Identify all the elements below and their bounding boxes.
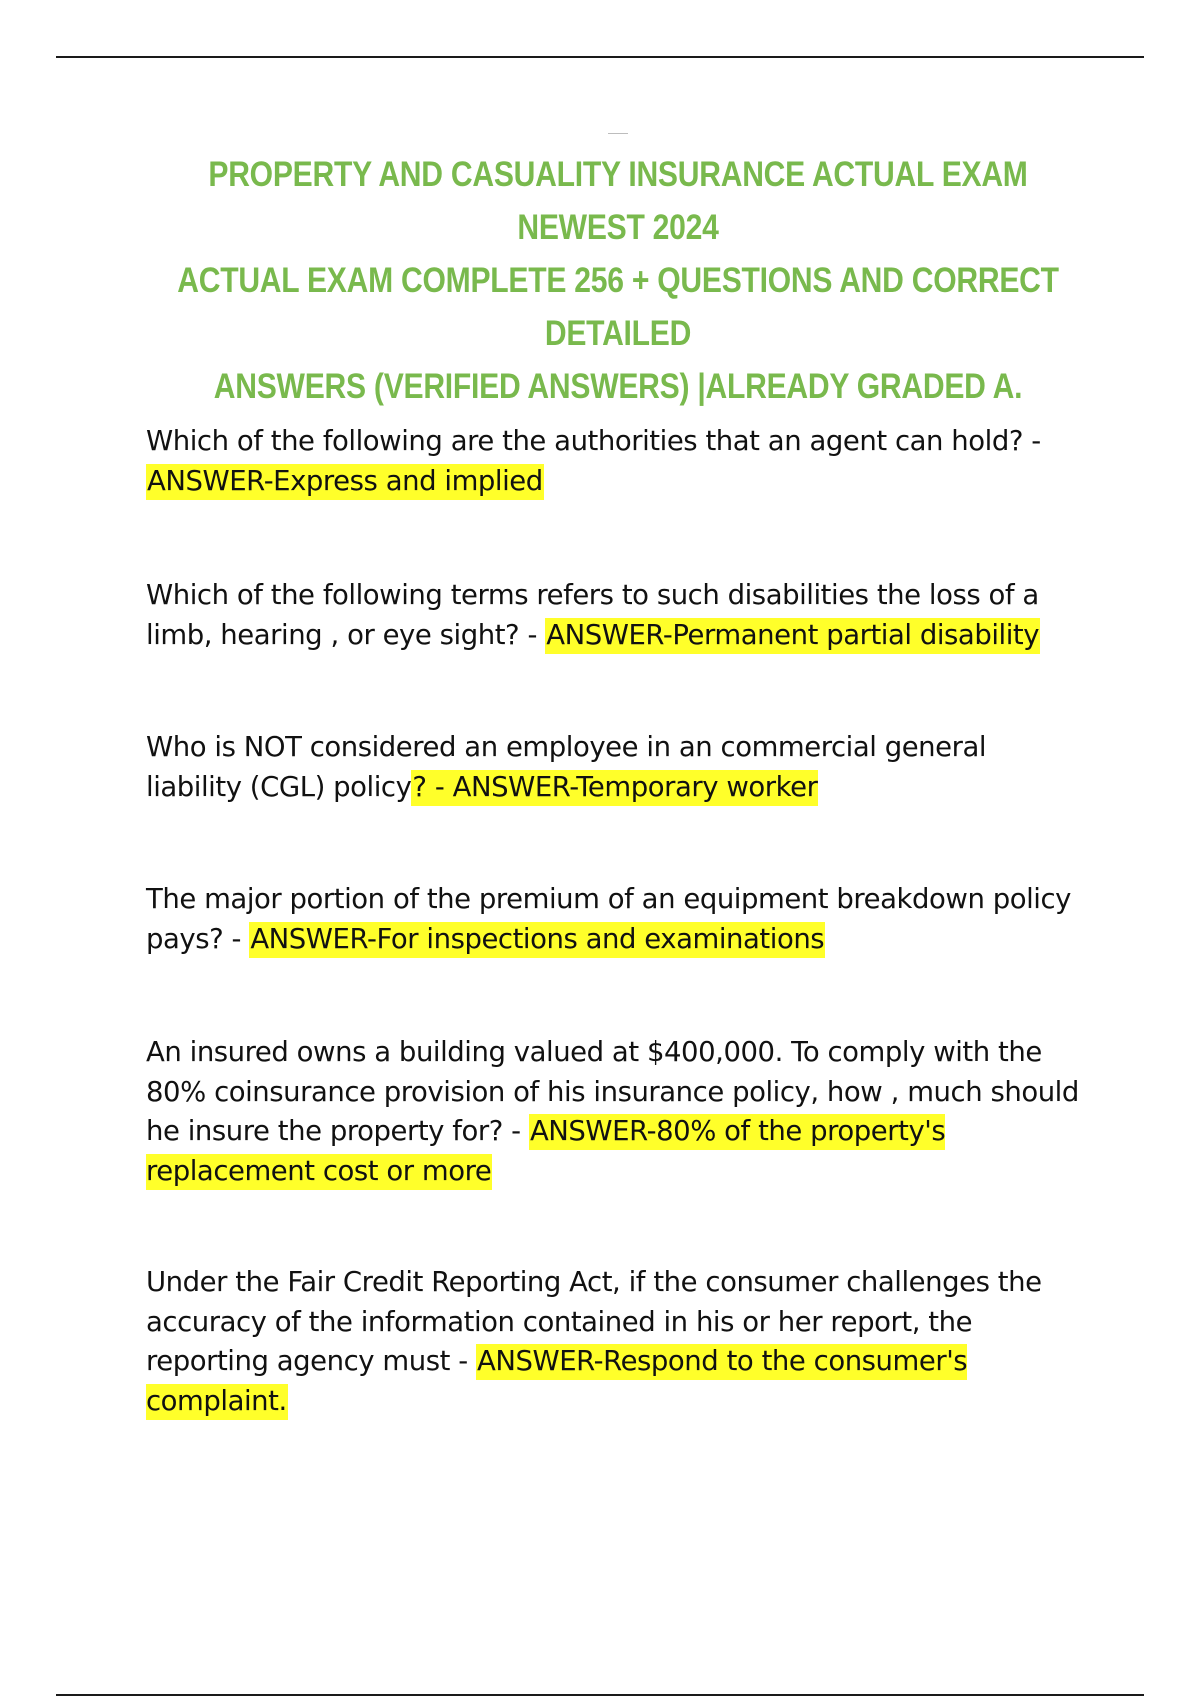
- title-line: PROPERTY AND CASUALITY INSURANCE ACTUAL EXAM NEWEST 2024: [208, 155, 1028, 247]
- qa-item: [146, 728, 1086, 807]
- qa-item: [146, 1033, 1086, 1191]
- question-text: The major portion of the premium of an equipment breakdown policy pays? -: [146, 883, 1071, 955]
- question-text: An insured owns a building valued at $400,000. To comply with the 80% coinsurance provision of his insurance policy, how , much should he insure the property for? -: [146, 1036, 1079, 1147]
- title-line: ACTUAL EXAM COMPLETE 256 + QUESTIONS AND CORRECT DETAILED: [177, 261, 1059, 353]
- answer-highlight: ANSWER-Permanent partial disability: [545, 618, 1040, 654]
- question-text: Who is NOT considered an employee in an commercial general liability (CGL) policy: [146, 731, 987, 803]
- qa-item: [146, 422, 1086, 501]
- answer-highlight: ANSWER-Respond to the consumer's complaint.: [146, 1344, 967, 1420]
- question-text: Under the Fair Credit Reporting Act, if the consumer challenges the accuracy of the information contained in his or her report, the reporting agency must -: [146, 1266, 1042, 1377]
- qa-item: [146, 1263, 1086, 1421]
- qa-item: [146, 880, 1086, 959]
- question-text: Which of the following terms refers to such disabilities the loss of a limb, hearing , or eye sight? -: [146, 579, 1039, 651]
- answer-highlight: ANSWER-Express and implied: [146, 464, 544, 500]
- answer-highlight: ANSWER-For inspections and examinations: [249, 922, 825, 958]
- question-text: Which of the following are the authorities that an agent can hold? -: [146, 425, 1041, 457]
- qa-item: [146, 576, 1086, 655]
- header-tick-mark: [608, 133, 628, 134]
- answer-highlight: ? - ANSWER-Temporary worker: [411, 770, 818, 806]
- title-line: ANSWERS (VERIFIED ANSWERS) |ALREADY GRADED A.: [213, 367, 1023, 406]
- top-rule: [56, 56, 1144, 58]
- answer-highlight: ANSWER-80% of the property's replacement cost or more: [146, 1114, 945, 1190]
- document-title: [164, 148, 1072, 413]
- bottom-rule: [56, 1694, 1144, 1696]
